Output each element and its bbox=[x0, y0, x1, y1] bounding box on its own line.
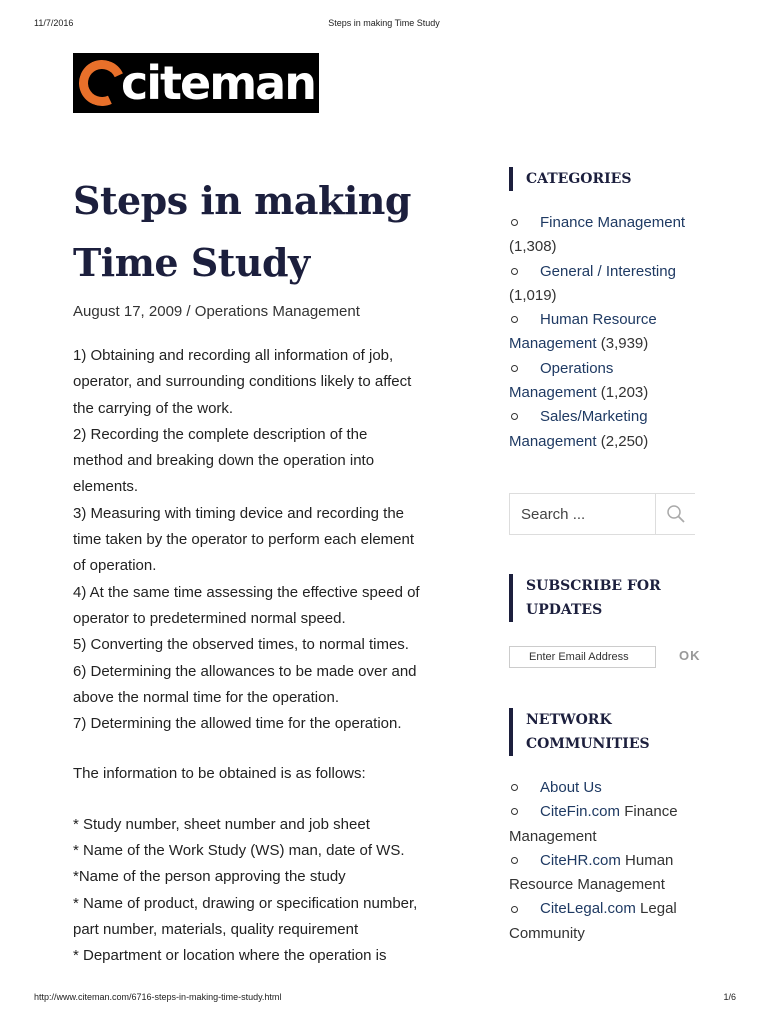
body-line: *Name of the person approving the study bbox=[73, 868, 346, 886]
print-title: Steps in making Time Study bbox=[328, 18, 440, 28]
bullet-icon bbox=[511, 268, 518, 275]
title-line: Steps in making bbox=[73, 178, 411, 223]
list-item bbox=[509, 308, 699, 357]
subscribe-title-line: SUBSCRIBE FOR bbox=[526, 578, 661, 594]
email-field[interactable] bbox=[509, 646, 656, 668]
site-logo[interactable] bbox=[73, 53, 319, 113]
body-line: method and breaking down the operation into bbox=[73, 452, 375, 470]
network-title-line: COMMUNITIES bbox=[526, 736, 650, 752]
body-line: 2) Recording the complete description of the bbox=[73, 425, 368, 443]
search-input[interactable] bbox=[510, 494, 655, 534]
category-link-sales[interactable]: Sales/Marketing bbox=[540, 408, 648, 426]
bullet-icon bbox=[511, 857, 518, 864]
bullet-icon bbox=[511, 219, 518, 226]
list-item bbox=[509, 405, 699, 454]
body-line: part number, materials, quality requirement bbox=[73, 920, 359, 938]
citelegal-link[interactable]: CiteLegal.com bbox=[540, 900, 636, 918]
info-intro: The information to be obtained is as follows: bbox=[73, 765, 366, 783]
category-count: (1,308) bbox=[509, 238, 557, 256]
body-line: * Study number, sheet number and job sheet bbox=[73, 815, 370, 833]
network-widget bbox=[509, 708, 699, 946]
subscribe-widget bbox=[509, 574, 699, 622]
category-link-finance[interactable]: Finance Management bbox=[540, 214, 686, 231]
category-count: (3,939) bbox=[600, 335, 649, 353]
post-category-link[interactable]: Operations Management bbox=[194, 303, 360, 320]
network-desc: Community bbox=[509, 924, 585, 942]
network-desc: Human bbox=[620, 851, 674, 869]
email-form bbox=[509, 646, 699, 670]
print-footer bbox=[0, 992, 768, 1006]
network-desc: Resource Management bbox=[509, 876, 665, 894]
print-header bbox=[0, 18, 768, 32]
print-page-number: 1/6 bbox=[723, 992, 736, 1002]
page-title bbox=[73, 170, 458, 294]
subscribe-title-line: UPDATES bbox=[526, 602, 603, 618]
list-item bbox=[509, 260, 699, 309]
subscribe-title bbox=[509, 574, 699, 622]
search-button[interactable] bbox=[655, 494, 695, 534]
body-line: above the normal time for the operation. bbox=[73, 688, 339, 706]
body-line: 5) Converting the observed times, to normal times. bbox=[73, 636, 409, 654]
category-count: (2,250) bbox=[600, 432, 649, 450]
meta-separator: / bbox=[182, 303, 195, 320]
post-date: August 17, 2009 bbox=[73, 303, 183, 320]
category-link-general[interactable]: General / Interesting bbox=[540, 262, 676, 280]
search-form bbox=[509, 493, 695, 535]
body-line: elements. bbox=[73, 478, 139, 496]
bullet-icon bbox=[511, 413, 518, 420]
body-line: * Department or location where the operation is bbox=[73, 947, 387, 965]
body-line: 1) Obtaining and recording all information of job, bbox=[73, 347, 394, 364]
steps-list bbox=[73, 343, 458, 737]
post-meta bbox=[73, 302, 458, 322]
list-item bbox=[509, 776, 699, 800]
category-count: (1,203) bbox=[600, 384, 649, 402]
network-desc: Management bbox=[509, 827, 597, 845]
category-link-hr-cont[interactable]: Management bbox=[509, 335, 597, 353]
category-link-operations[interactable]: Operations bbox=[540, 359, 614, 377]
category-link-hr[interactable]: Human Resource bbox=[540, 311, 657, 329]
network-list bbox=[509, 776, 699, 946]
list-item bbox=[509, 897, 699, 946]
body-line: operator to predetermined normal speed. bbox=[73, 609, 346, 627]
body-line: 4) At the same time assessing the effective speed of bbox=[73, 583, 420, 601]
article bbox=[73, 170, 458, 970]
body-line: 3) Measuring with timing device and recording the bbox=[73, 504, 405, 522]
categories-list bbox=[509, 211, 699, 454]
title-line: Time Study bbox=[73, 240, 310, 285]
body-line: * Name of the Work Study (WS) man, date of WS. bbox=[73, 842, 405, 860]
body-line: * Name of product, drawing or specification number, bbox=[73, 894, 418, 912]
network-desc: Legal bbox=[635, 900, 677, 918]
list-item bbox=[509, 849, 699, 898]
list-item bbox=[509, 800, 699, 849]
bullet-icon bbox=[511, 808, 518, 815]
categories-title: CATEGORIES bbox=[509, 167, 699, 191]
citefin-link[interactable]: CiteFin.com bbox=[540, 803, 621, 821]
categories-widget bbox=[509, 167, 699, 454]
list-item bbox=[509, 211, 699, 260]
category-count: (1,019) bbox=[509, 286, 557, 304]
category-link-sales-cont[interactable]: Management bbox=[509, 432, 597, 450]
bullet-icon bbox=[511, 316, 518, 323]
body-line: 6) Determining the allowances to be made over and bbox=[73, 662, 417, 680]
subscribe-ok-button[interactable]: OK bbox=[679, 648, 701, 663]
network-title bbox=[509, 708, 699, 756]
search-icon bbox=[666, 504, 686, 524]
citehr-link[interactable]: CiteHR.com bbox=[540, 851, 621, 869]
logo-text: citeman bbox=[121, 56, 315, 110]
about-us-link[interactable]: About Us bbox=[540, 779, 602, 796]
body-line: time taken by the operator to perform each element bbox=[73, 531, 415, 549]
category-link-operations-cont[interactable]: Management bbox=[509, 384, 597, 402]
network-title-line: NETWORK bbox=[526, 712, 612, 728]
info-list bbox=[73, 812, 458, 970]
bullet-icon bbox=[511, 365, 518, 372]
print-url: http://www.citeman.com/6716-steps-in-making-time-study.html bbox=[34, 992, 282, 1002]
bullet-icon bbox=[511, 784, 518, 791]
body-line: 7) Determining the allowed time for the operation. bbox=[73, 715, 402, 733]
body-line: the carrying of the work. bbox=[73, 399, 234, 417]
body-line: operator, and surrounding conditions likely to affect bbox=[73, 373, 412, 391]
bullet-icon bbox=[511, 906, 518, 913]
print-date: 11/7/2016 bbox=[34, 18, 74, 28]
body-line: of operation. bbox=[73, 557, 157, 575]
network-desc: Finance bbox=[620, 803, 678, 821]
list-item bbox=[509, 357, 699, 406]
